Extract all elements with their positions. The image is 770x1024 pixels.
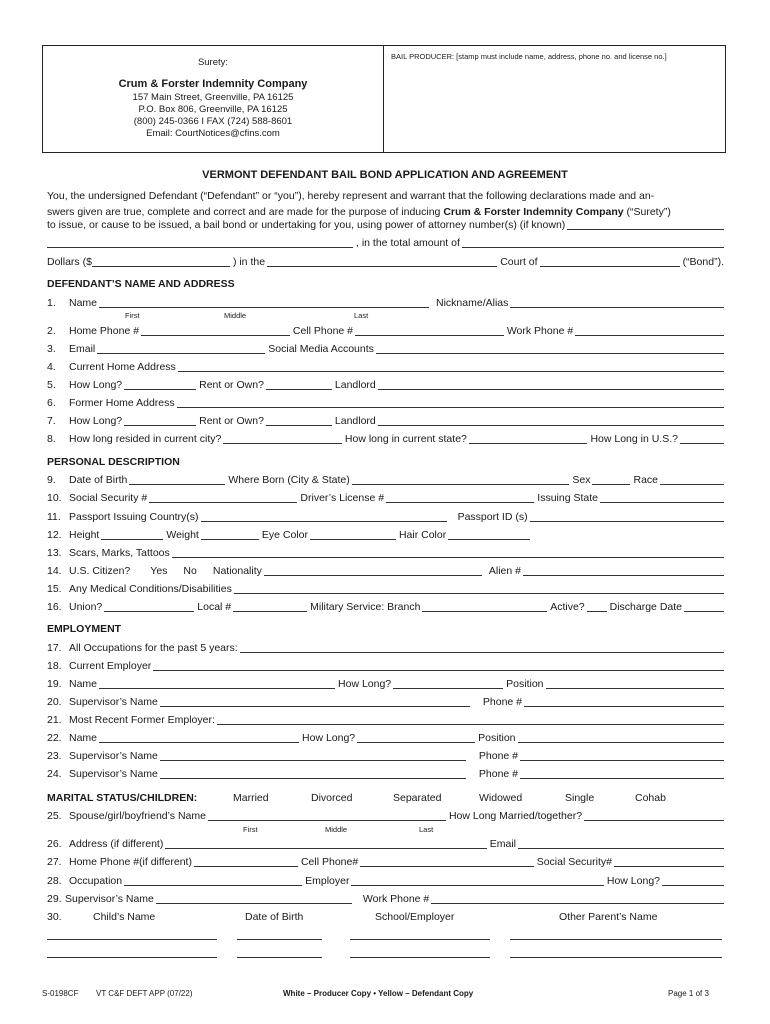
marital-option-divorced[interactable]: Divorced <box>311 792 353 804</box>
field-row-21 <box>47 714 724 727</box>
rent-own-field[interactable] <box>266 380 332 390</box>
field-row-11 <box>47 511 724 524</box>
field-row-17 <box>47 642 724 655</box>
rent-own-former-field[interactable] <box>266 416 332 426</box>
military-branch-field[interactable] <box>422 602 547 612</box>
num-10: 10. <box>47 492 62 504</box>
intro-line4 <box>47 237 724 250</box>
header-box <box>42 45 726 153</box>
field-row-19 <box>47 678 724 691</box>
label-dob: Date of Birth <box>69 474 128 486</box>
weight-field[interactable] <box>201 530 259 540</box>
label-former-address: Former Home Address <box>69 397 175 409</box>
label-married-how-long: How Long Married/together? <box>448 810 583 822</box>
label-former-supervisor: Supervisor’s Name <box>69 750 158 762</box>
spouse-cell-phone-field[interactable] <box>360 857 534 867</box>
num-28: 28. <box>47 875 62 887</box>
field-row-4 <box>47 361 724 374</box>
footer-page: Page 1 of 3 <box>668 989 709 998</box>
field-row-1 <box>47 297 724 310</box>
num-17: 17. <box>47 642 62 654</box>
spouse-email-field[interactable] <box>518 839 724 849</box>
label-how-long: How Long? <box>69 379 123 391</box>
label-landlord-former: Landlord <box>334 415 376 427</box>
citizen-no[interactable]: No <box>183 565 197 577</box>
label-discharge: Discharge Date <box>609 601 682 613</box>
medical-field[interactable] <box>234 584 724 594</box>
height-field[interactable] <box>101 530 163 540</box>
field-row-14 <box>47 565 724 578</box>
num-13: 13. <box>47 547 62 559</box>
label-hair-color: Hair Color <box>398 529 447 541</box>
spouse-how-long-field[interactable] <box>662 876 724 886</box>
num-8: 8. <box>47 433 56 445</box>
label-current-employer: Current Employer <box>69 660 152 672</box>
bond-label: (“Bond”). <box>682 256 724 268</box>
child1-parent-field[interactable] <box>510 929 722 940</box>
col-child-school: School/Employer <box>375 911 455 923</box>
label-supervisor-2-phone: Phone # <box>478 768 519 780</box>
passport-country-field[interactable] <box>201 512 447 522</box>
supervisor-field[interactable] <box>160 697 470 707</box>
label-drivers-license: Driver’s License # <box>300 492 385 504</box>
field-row-3 <box>47 343 724 356</box>
surety-email: Email: CourtNotices@cfins.com <box>146 128 280 139</box>
num-30: 30. <box>47 911 62 923</box>
label-passport-country: Passport Issuing Country(s) <box>69 511 199 523</box>
label-supervisor-phone: Phone # <box>482 696 523 708</box>
num-9: 9. <box>47 474 56 486</box>
field-row-15 <box>47 583 724 596</box>
num-4: 4. <box>47 361 56 373</box>
nickname-field[interactable] <box>510 298 724 308</box>
spouse-sub-first: First <box>243 825 258 834</box>
field-row-27 <box>47 856 724 869</box>
section-personal: PERSONAL DESCRIPTION <box>47 456 180 468</box>
sex-field[interactable] <box>592 475 630 485</box>
occupations-field[interactable] <box>240 643 724 653</box>
field-row-22 <box>47 732 724 745</box>
label-rent-own-former: Rent or Own? <box>199 415 264 427</box>
num-26: 26. <box>47 838 62 850</box>
court-of-field[interactable] <box>540 257 680 267</box>
label-weight: Weight <box>166 529 199 541</box>
col-child-name: Child’s Name <box>93 911 156 923</box>
num-14: 14. <box>47 565 62 577</box>
num-22: 22. <box>47 732 62 744</box>
label-race: Race <box>633 474 658 486</box>
num-7: 7. <box>47 415 56 427</box>
surety-phone: (800) 245-0366 I FAX (724) 588-8601 <box>133 116 293 127</box>
power-of-attorney-field[interactable] <box>567 220 724 230</box>
label-current-address: Current Home Address <box>69 361 176 373</box>
label-issuing-state: Issuing State <box>537 492 598 504</box>
child1-dob-field[interactable] <box>237 929 322 940</box>
label-nationality: Nationality <box>212 565 262 577</box>
former-supervisor-phone-field[interactable] <box>520 751 724 761</box>
intro-line3 <box>47 219 724 232</box>
field-row-13 <box>47 547 724 560</box>
local-field[interactable] <box>233 602 307 612</box>
current-employer-field[interactable] <box>153 661 724 671</box>
field-row-6 <box>47 397 724 410</box>
passport-id-field[interactable] <box>530 512 724 522</box>
num-3: 3. <box>47 343 56 355</box>
spouse-sub-middle: Middle <box>325 825 348 834</box>
label-former-how-long: How Long? <box>302 732 356 744</box>
court-of-label: Court of <box>500 256 538 268</box>
resided-us-field[interactable] <box>680 434 724 444</box>
marital-option-cohab[interactable]: Cohab <box>635 792 666 804</box>
former-how-long-field[interactable] <box>357 733 475 743</box>
intro-line5 <box>47 256 724 269</box>
label-spouse-supervisor: Supervisor’s Name <box>65 893 154 905</box>
marital-option-married[interactable]: Married <box>233 792 269 804</box>
field-row-10 <box>47 492 724 505</box>
header-divider <box>383 46 384 152</box>
spouse-work-phone-field[interactable] <box>431 894 724 904</box>
field-row-7 <box>47 415 724 428</box>
label-height: Height <box>69 529 100 541</box>
drivers-license-field[interactable] <box>386 493 534 503</box>
spouse-home-phone-field[interactable] <box>194 857 298 867</box>
child1-school-field[interactable] <box>350 929 490 940</box>
field-row-26 <box>47 838 724 851</box>
dollars-field[interactable] <box>92 257 230 267</box>
intro-line2-text: swers given are true, complete and correct and are made for the purpose of inducing <box>47 206 444 218</box>
marital-option-separated[interactable]: Separated <box>393 792 442 804</box>
intro-line4-text: , in the total amount of <box>356 237 460 249</box>
home-phone-field[interactable] <box>141 326 290 336</box>
num-2: 2. <box>47 325 56 337</box>
label-spouse-how-long: How Long? <box>606 875 660 887</box>
how-long-former-field[interactable] <box>124 416 196 426</box>
label-ssn: Social Security # <box>69 492 148 504</box>
bail-producer-label: BAIL PRODUCER: [stamp must include name, address, phone no. and license no.] <box>391 52 667 61</box>
field-row-16 <box>47 601 724 614</box>
surety-address1: 157 Main Street, Greenville, PA 16125 <box>132 92 294 103</box>
child2-school-field[interactable] <box>350 947 490 958</box>
num-18: 18. <box>47 660 62 672</box>
work-phone-field[interactable] <box>575 326 724 336</box>
label-citizen: U.S. Citizen? <box>69 565 131 577</box>
spouse-address-field[interactable] <box>165 839 486 849</box>
num-12: 12. <box>47 529 62 541</box>
field-row-28 <box>47 875 724 888</box>
cell-phone-field[interactable] <box>355 326 504 336</box>
label-union: Union? <box>69 601 103 613</box>
in-the-label: ) in the <box>232 256 266 268</box>
label-spouse-occupation: Occupation <box>69 875 123 887</box>
ssn-field[interactable] <box>149 493 297 503</box>
child1-name-field[interactable] <box>47 929 217 940</box>
footer-copies: White – Producer Copy • Yellow – Defendant Copy <box>283 989 474 998</box>
marital-option-widowed[interactable]: Widowed <box>479 792 523 804</box>
label-spouse-home-phone: Home Phone #(if different) <box>69 856 192 868</box>
former-address-field[interactable] <box>177 398 724 408</box>
former-position-field[interactable] <box>518 733 725 743</box>
marital-option-single[interactable]: Single <box>565 792 595 804</box>
spouse-employer-field[interactable] <box>351 876 603 886</box>
label-spouse-work-phone: Work Phone # <box>362 893 430 905</box>
label-home-phone: Home Phone # <box>69 325 140 337</box>
num-5: 5. <box>47 379 56 391</box>
num-29: 29. <box>47 893 62 905</box>
field-row-12 <box>47 529 724 542</box>
intro-line2 <box>47 206 671 219</box>
supervisor-2-phone-field[interactable] <box>520 769 724 779</box>
col-child-other-parent: Other Parent’s Name <box>559 911 658 923</box>
label-email: Email <box>69 343 96 355</box>
active-field[interactable] <box>587 602 607 612</box>
race-field[interactable] <box>660 475 724 485</box>
nationality-field[interactable] <box>264 566 482 576</box>
section-employment: EMPLOYMENT <box>47 623 122 635</box>
discharge-field[interactable] <box>684 602 724 612</box>
label-supervisor-2: Supervisor’s Name <box>69 768 158 780</box>
label-occupations: All Occupations for the past 5 years: <box>69 642 238 654</box>
court-name-field[interactable] <box>267 257 497 267</box>
name-field[interactable] <box>99 298 429 308</box>
supervisor-2-field[interactable] <box>160 769 466 779</box>
field-row-24 <box>47 768 724 781</box>
label-medical: Any Medical Conditions/Disabilities <box>69 583 232 595</box>
spouse-supervisor-field[interactable] <box>156 894 352 904</box>
num-20: 20. <box>47 696 62 708</box>
label-passport-id: Passport ID (s) <box>457 511 528 523</box>
label-eye-color: Eye Color <box>261 529 308 541</box>
num-27: 27. <box>47 856 62 868</box>
footer-code: S-0198CF <box>42 989 79 998</box>
social-media-field[interactable] <box>376 344 724 354</box>
label-spouse-ssn: Social Security# <box>536 856 612 868</box>
intro-surety: (“Surety”) <box>623 206 671 218</box>
employer-how-long-field[interactable] <box>393 679 503 689</box>
field-row-18 <box>47 660 724 673</box>
scars-field[interactable] <box>172 548 724 558</box>
spouse-sub-last: Last <box>419 825 434 834</box>
sub-first: First <box>125 311 140 320</box>
label-military: Military Service: Branch <box>310 601 421 613</box>
num-24: 24. <box>47 768 62 780</box>
num-21: 21. <box>47 714 62 726</box>
dob-field[interactable] <box>129 475 225 485</box>
email-field[interactable] <box>97 344 265 354</box>
label-local: Local # <box>197 601 232 613</box>
label-supervisor: Supervisor’s Name <box>69 696 158 708</box>
field-row-29 <box>47 893 724 906</box>
field-row-25 <box>47 810 724 823</box>
intro-line3-text: to issue, or cause to be issued, a bail bond or undertaking for you, using power of attorney number(s) (if known) <box>47 219 566 231</box>
num-25: 25. <box>47 810 62 822</box>
alien-field[interactable] <box>523 566 724 576</box>
label-former-employer: Most Recent Former Employer: <box>69 714 215 726</box>
col-child-dob: Date of Birth <box>245 911 304 923</box>
label-employer-how-long: How Long? <box>338 678 392 690</box>
sub-middle: Middle <box>224 311 247 320</box>
field-row-9 <box>47 474 724 487</box>
label-former-name: Name <box>69 732 98 744</box>
child2-dob-field[interactable] <box>237 947 322 958</box>
spouse-field[interactable] <box>208 811 446 821</box>
surety-address2: P.O. Box 806, Greenville, PA 16125 <box>138 104 288 115</box>
label-landlord: Landlord <box>334 379 376 391</box>
former-supervisor-field[interactable] <box>160 751 466 761</box>
landlord-field[interactable] <box>378 380 724 390</box>
field-row-5 <box>47 379 724 392</box>
num-15: 15. <box>47 583 62 595</box>
num-23: 23. <box>47 750 62 762</box>
label-sex: Sex <box>572 474 591 486</box>
label-spouse: Spouse/girl/boyfriend’s Name <box>69 810 206 822</box>
page-title: VERMONT DEFENDANT BAIL BOND APPLICATION AND AGREEMENT <box>202 169 568 181</box>
label-resided-us: How Long in U.S.? <box>590 433 678 445</box>
eye-color-field[interactable] <box>310 530 396 540</box>
label-spouse-email: Email <box>489 838 516 850</box>
label-position: Position <box>506 678 544 690</box>
label-spouse-cell-phone: Cell Phone# <box>300 856 359 868</box>
child2-name-field[interactable] <box>47 947 217 958</box>
num-11: 11. <box>47 511 61 523</box>
citizen-yes[interactable]: Yes <box>150 565 168 577</box>
label-where-born: Where Born (City & State) <box>228 474 350 486</box>
label-social-media: Social Media Accounts <box>268 343 374 355</box>
label-spouse-address: Address (if different) <box>69 838 164 850</box>
total-amount-field[interactable] <box>462 238 724 248</box>
label-former-position: Position <box>478 732 516 744</box>
current-address-field[interactable] <box>178 362 724 372</box>
label-rent-own: Rent or Own? <box>199 379 264 391</box>
num-19: 19. <box>47 678 62 690</box>
hair-color-field[interactable] <box>448 530 530 540</box>
former-employer-field[interactable] <box>217 715 724 725</box>
intro-line1: You, the undersigned Defendant (“Defendant” or “you”), hereby represent and warrant that the following declarations made and an- <box>47 190 655 202</box>
resided-state-field[interactable] <box>469 434 588 444</box>
spouse-occupation-field[interactable] <box>124 876 302 886</box>
field-row-2 <box>47 325 724 338</box>
label-how-long-former: How Long? <box>69 415 123 427</box>
num-1: 1. <box>47 297 56 309</box>
label-alien: Alien # <box>488 565 521 577</box>
employer-name-field[interactable] <box>99 679 335 689</box>
position-field[interactable] <box>546 679 725 689</box>
num-6: 6. <box>47 397 56 409</box>
label-resided-city: How long resided in current city? <box>69 433 222 445</box>
supervisor-phone-field[interactable] <box>524 697 724 707</box>
resided-city-field[interactable] <box>223 434 342 444</box>
surety-label: Surety: <box>197 57 229 68</box>
label-resided-state: How long in current state? <box>344 433 467 445</box>
issuing-state-field[interactable] <box>600 493 724 503</box>
num-16: 16. <box>47 601 62 613</box>
label-name: Name <box>69 297 98 309</box>
label-spouse-employer: Employer <box>305 875 350 887</box>
sub-last: Last <box>354 311 369 320</box>
where-born-field[interactable] <box>352 475 570 485</box>
former-name-field[interactable] <box>99 733 299 743</box>
dollars-label: Dollars ($ <box>47 256 92 268</box>
how-long-field[interactable] <box>124 380 196 390</box>
landlord-former-field[interactable] <box>378 416 724 426</box>
section-defendant: DEFENDANT’S NAME AND ADDRESS <box>47 278 235 290</box>
label-former-supervisor-phone: Phone # <box>478 750 519 762</box>
label-employer-name: Name <box>69 678 98 690</box>
label-cell-phone: Cell Phone # <box>292 325 353 337</box>
married-how-long-field[interactable] <box>584 811 724 821</box>
label-nickname: Nickname/Alias <box>436 297 509 309</box>
spouse-ssn-field[interactable] <box>614 857 724 867</box>
surety-company: Crum & Forster Indemnity Company <box>118 78 308 90</box>
label-scars: Scars, Marks, Tattoos <box>69 547 170 559</box>
union-field[interactable] <box>104 602 194 612</box>
section-marital: MARITAL STATUS/CHILDREN: <box>47 792 198 804</box>
label-work-phone: Work Phone # <box>506 325 574 337</box>
intro-company: Crum & Forster Indemnity Company <box>443 206 624 218</box>
field-row-20 <box>47 696 724 709</box>
footer-form: VT C&F DEFT APP (07/22) <box>96 989 193 998</box>
field-row-8 <box>47 433 724 446</box>
field-row-23 <box>47 750 724 763</box>
child2-parent-field[interactable] <box>510 947 722 958</box>
label-active: Active? <box>550 601 585 613</box>
bond-party-field[interactable] <box>47 238 353 248</box>
